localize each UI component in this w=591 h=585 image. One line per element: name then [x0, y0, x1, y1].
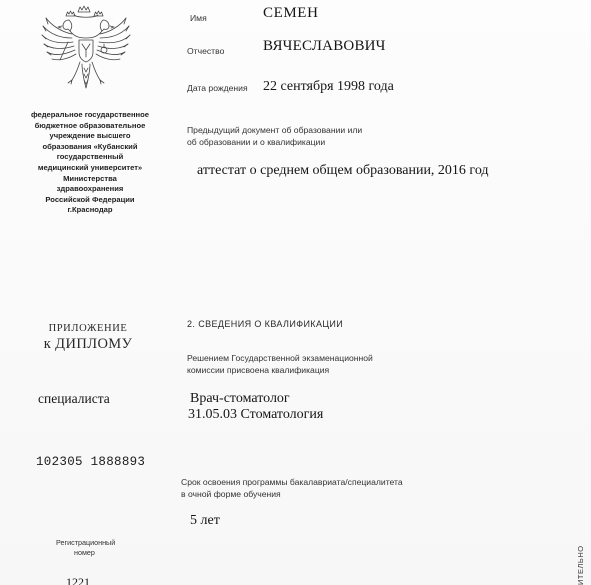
edge-vertical-text: ИТЕЛЬНО [576, 545, 585, 585]
previous-document-value: аттестат о среднем общем образовании, 2016 год [197, 163, 489, 178]
institution-line: Министерства [63, 173, 117, 183]
institution-line: медицинский университет» [37, 162, 143, 172]
institution-line: государственный [56, 152, 124, 162]
supplement-title-line1: ПРИЛОЖЕНИЕ [48, 323, 128, 334]
institution-line: г.Краснодар [67, 205, 113, 215]
serial-number: 102305 1888893 [36, 455, 146, 469]
birth-date-value: 22 сентября 1998 года [263, 79, 394, 94]
institution-line: бюджетное образовательное [34, 120, 146, 130]
institution-line: учреждение высшего [49, 131, 131, 141]
degree-level: специалиста [38, 391, 110, 406]
issuing-institution [14, 110, 166, 216]
commission-decision-line2: комиссии присвоена квалификация [187, 365, 330, 375]
qualification-title: Врач-стоматолог [190, 391, 290, 406]
specialty-code-name: 31.05.03 Стоматология [188, 407, 324, 422]
registration-number: 1221 [66, 575, 90, 585]
study-term-label-line2: в очной форме обучения [181, 489, 281, 499]
qualification-section-title: 2. СВЕДЕНИЯ О КВАЛИФИКАЦИИ [187, 319, 344, 329]
patronymic-value: ВЯЧЕСЛАВОВИЧ [263, 38, 386, 54]
institution-line: здравоохранения [56, 184, 124, 194]
registration-label-line2: номер [74, 548, 95, 557]
institution-line: образования «Кубанский [42, 141, 138, 151]
previous-document-label-line2: об образовании и о квалификации [187, 137, 326, 147]
russian-double-headed-eagle-icon [38, 2, 134, 92]
birth-date-label: Дата рождения [187, 83, 248, 93]
registration-label-line1: Регистрационный [56, 538, 116, 547]
study-term-value: 5 лет [190, 513, 220, 528]
institution-line: Российской Федерации [45, 194, 135, 204]
commission-decision-line1: Решением Государственной экзаменационной [187, 353, 373, 363]
patronymic-label: Отчество [187, 46, 225, 56]
supplement-title-line2: к ДИПЛОМУ [43, 336, 133, 352]
first-name-label: Имя [190, 13, 207, 23]
previous-document-label-line1: Предыдущий документ об образовании или [187, 125, 363, 135]
institution-line: федеральное государственное [30, 110, 150, 119]
first-name-value: СЕМЕН [263, 5, 319, 21]
study-term-label-line1: Срок освоения программы бакалавриата/специалитета [181, 477, 403, 487]
